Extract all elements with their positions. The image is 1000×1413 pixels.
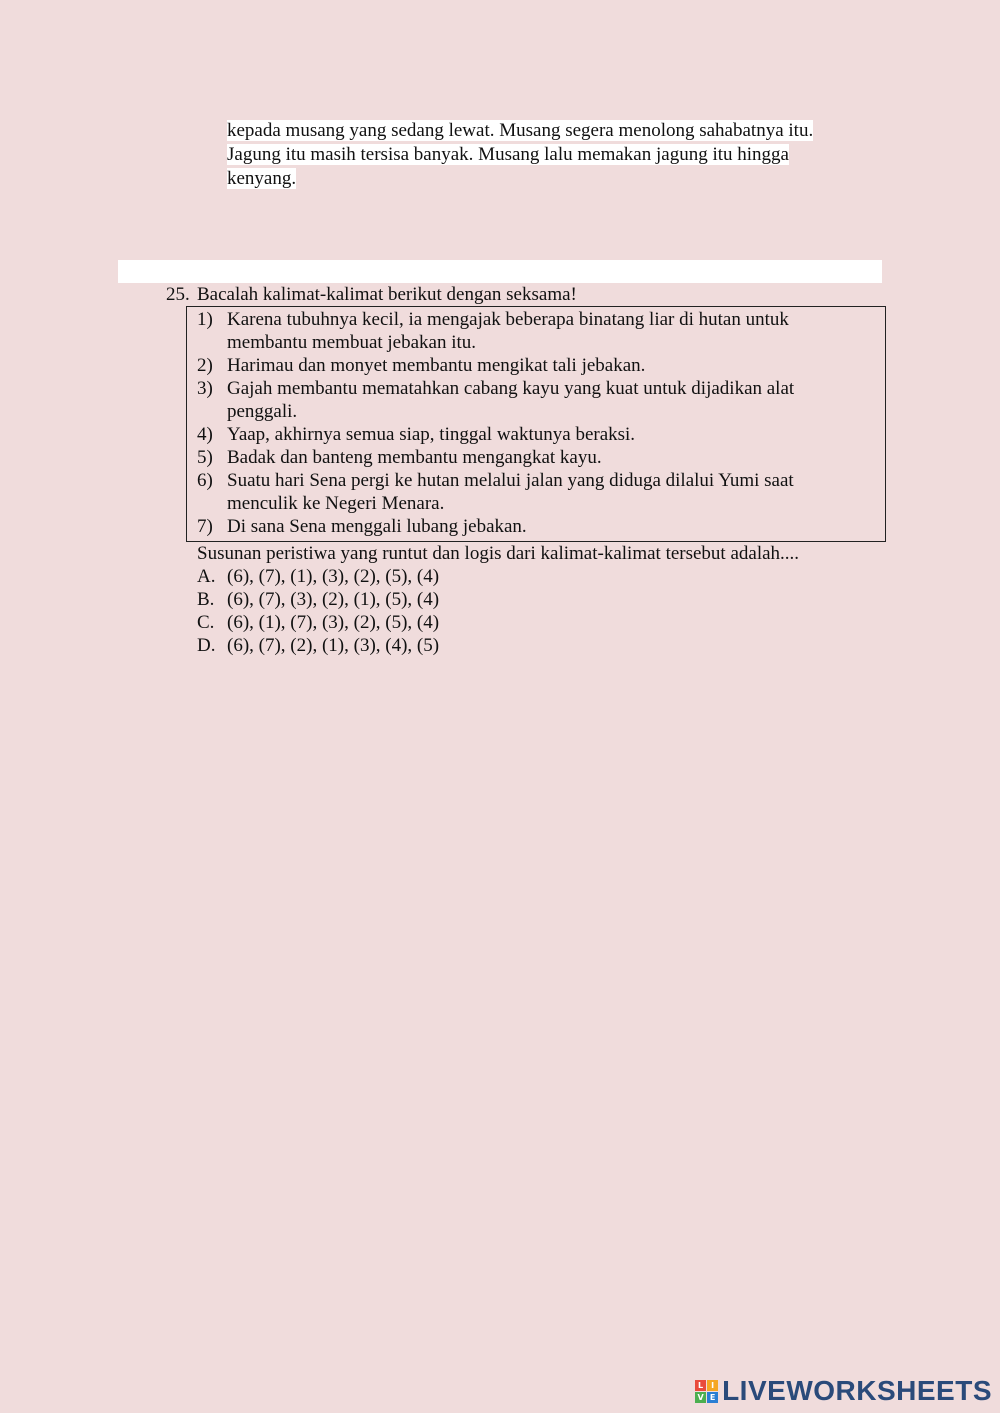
question-prompt: Susunan peristiwa yang runtut dan logis dari kalimat-kalimat tersebut adalah.... — [197, 543, 800, 564]
sentence-list — [197, 308, 857, 538]
question-heading — [166, 283, 577, 306]
list-item: 6) Suatu hari Sena pergi ke hutan melalui jalan yang diduga dilalui Yumi saat menculik ke Negeri Menara. — [197, 470, 794, 514]
list-item: 2) Harimau dan monyet membantu mengikat tali jebakan. — [197, 355, 646, 376]
brand-name: LIVEWORKSHEETS — [722, 1375, 992, 1406]
passage-line: kepada musang yang sedang lewat. Musang segera menolong sahabatnya itu. — [227, 120, 814, 141]
list-item: 3) Gajah membantu mematahkan cabang kayu yang kuat untuk dijadikan alat penggali. — [197, 378, 795, 422]
option-b[interactable]: B. (6), (7), (3), (2), (1), (5), (4) — [197, 589, 440, 610]
list-item: 7) Di sana Sena menggali lubang jebakan. — [197, 516, 527, 537]
answer-options — [197, 565, 439, 657]
list-item: 1) Karena tubuhnya kecil, ia mengajak beberapa binatang liar di hutan untuk membantu membuat jebakan itu. — [197, 309, 789, 353]
list-item: 5) Badak dan banteng membantu mengangkat kayu. — [197, 447, 602, 468]
question-number: 25. — [166, 284, 190, 305]
list-item: 4) Yaap, akhirnya semua siap, tinggal waktunya beraksi. — [197, 424, 636, 445]
logo-icon: L I V E — [695, 1380, 718, 1403]
passage-line: Jagung itu masih tersisa banyak. Musang lalu memakan jagung itu hingga — [227, 144, 789, 165]
passage-text — [227, 119, 867, 191]
question-instruction: Bacalah kalimat-kalimat berikut dengan seksama! — [197, 284, 577, 305]
passage-line: kenyang. — [227, 168, 297, 189]
option-d[interactable]: D. (6), (7), (2), (1), (3), (4), (5) — [197, 635, 440, 656]
answer-field-band — [118, 260, 882, 283]
option-c[interactable]: C. (6), (1), (7), (3), (2), (5), (4) — [197, 612, 440, 633]
liveworksheets-logo — [695, 1375, 992, 1407]
option-a[interactable]: A. (6), (7), (1), (3), (2), (5), (4) — [197, 566, 440, 587]
